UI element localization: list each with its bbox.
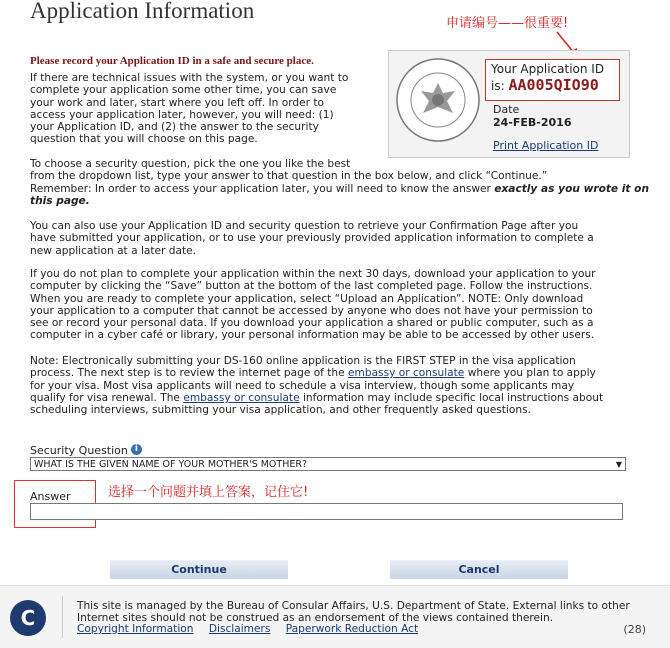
security-question-label: Security Question i bbox=[30, 444, 142, 457]
continue-button[interactable]: Continue bbox=[110, 560, 288, 579]
embassy-link[interactable]: embassy or consulate bbox=[348, 367, 465, 380]
record-heading: Please record your Application ID in a safe and secure place. bbox=[30, 55, 314, 67]
disclaimers-link[interactable]: Disclaimers bbox=[208, 623, 271, 635]
intro-paragraph: If there are technical issues with the system, or you want to complete your application some other time, you can save your work and later, start where you left off. In order to access your application later, however, you will need: (1) your Application ID, and (2) the answer to the security question that you will choose on this page. bbox=[30, 72, 349, 146]
application-id-box bbox=[485, 59, 620, 101]
footer-text: This site is managed by the Bureau of Consular Affairs, U.S. Department of State. External links to other Internet sites should not be construed as an endorsement of the views contained therein. bbox=[77, 600, 630, 624]
download-paragraph: If you do not plan to complete your application within the next 30 days, download your application to your computer by clicking the “Save” button at the bottom of the last completed page. Follow the instructions. When you are ready to complete your application, select “Upload an Application”. NOTE: Only download your application to a computer that cannot be accessed by anyone who does not have your permission to see or record your personal data. If you download your application a shared or public computer, such as a computer in a cyber café or library, your personal information may be able to be accessed by other users. bbox=[30, 268, 596, 342]
date-label: Date bbox=[493, 103, 520, 116]
note-paragraph: Note: Electronically submitting your DS-160 online application is the FIRST STEP in the visa application process. The next step is to review the internet page of the embassy or consulate where you plan to apply for your visa. Most visa applicants will need to schedule a visa interview, though some applicants may qualify for visa renewal. The embassy or consulate information may include specific local instructions about scheduling interviews, submitting your visa application, and other frequently asked questions. bbox=[30, 355, 604, 417]
answer-input[interactable] bbox=[30, 503, 623, 520]
paperwork-reduction-link[interactable]: Paperwork Reduction Act bbox=[285, 623, 419, 635]
retrieve-paragraph: You can also use your Application ID and security question to retrieve your Confirmation Page after you have submitted your application, or to use your previously provided application information to complete a new application at a later date. bbox=[30, 220, 594, 257]
consular-affairs-logo: C bbox=[10, 600, 46, 636]
application-id-value: AA005QIO90 bbox=[508, 76, 599, 94]
answer-label: Answer bbox=[30, 490, 71, 503]
department-of-state-seal bbox=[395, 57, 481, 143]
annotation-app-id: 申请编号——很重要! bbox=[446, 16, 569, 31]
footer bbox=[0, 585, 670, 648]
chevron-down-icon: ▼ bbox=[615, 460, 622, 469]
page-counter: (28) bbox=[623, 623, 646, 636]
info-icon[interactable]: i bbox=[131, 444, 142, 455]
annotation-answer: 选择一个问题并填上答案，记住它! bbox=[108, 485, 309, 500]
application-id-row: is: AA005QIO90 bbox=[491, 76, 599, 94]
print-application-id-link[interactable]: Print Application ID bbox=[493, 139, 599, 152]
footer-links bbox=[77, 623, 430, 635]
security-question-select[interactable]: WHAT IS THE GIVEN NAME OF YOUR MOTHER'S MOTHER? ▼ bbox=[30, 457, 626, 471]
page-title: Application Information bbox=[30, 0, 255, 23]
application-id-label: Your Application ID bbox=[491, 62, 605, 76]
security-instructions: To choose a security question, pick the one you like the best from the dropdown list, type your answer to that question in the box below, and click “Continue.” Remember: In order to access your application later, you will need to know the answer exactly as you wrote it on this page. bbox=[30, 158, 650, 207]
date-value: 24-FEB-2016 bbox=[493, 116, 572, 129]
embassy-link-2[interactable]: embassy or consulate bbox=[183, 391, 300, 404]
footer-divider bbox=[62, 596, 63, 638]
copyright-link[interactable]: Copyright Information bbox=[77, 623, 194, 635]
cancel-button[interactable]: Cancel bbox=[390, 560, 568, 579]
